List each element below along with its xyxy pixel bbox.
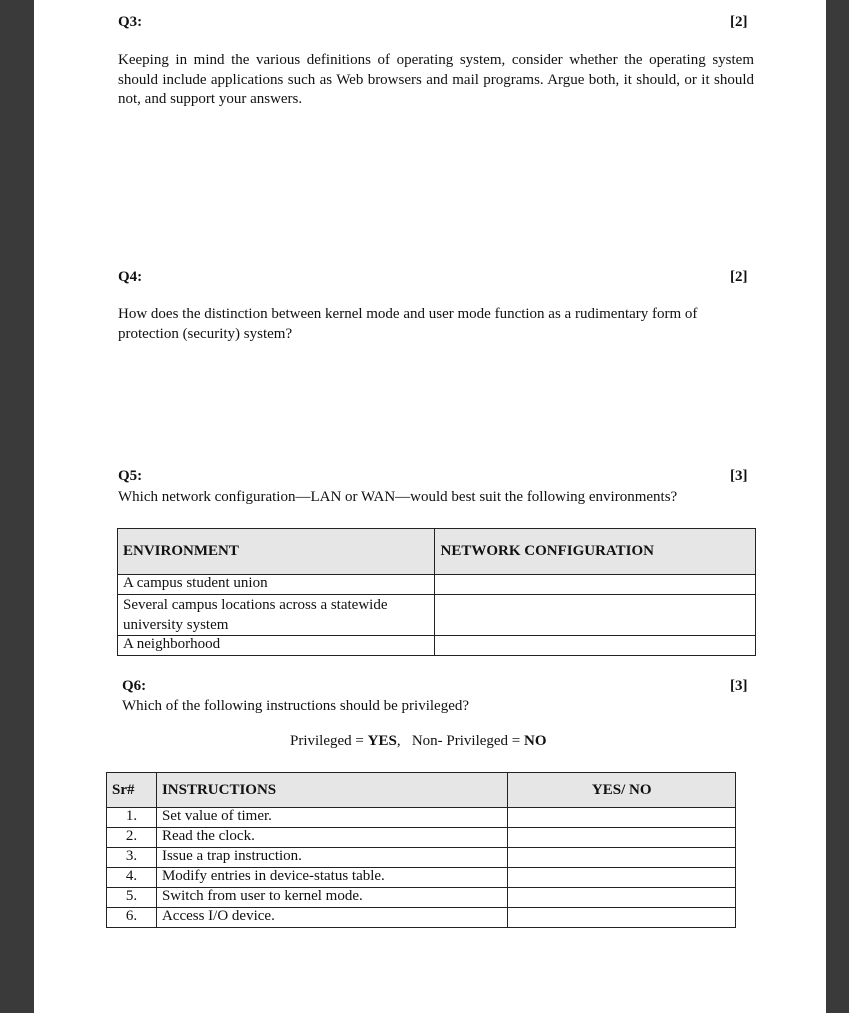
privileged-equals: = xyxy=(351,733,368,749)
non-privileged-equals: = xyxy=(508,733,525,749)
table-row xyxy=(107,888,736,908)
table-row xyxy=(118,636,756,656)
q6-text: Which of the following instructions should be privileged? xyxy=(122,698,470,714)
table-row xyxy=(118,575,756,595)
q6-header-instructions: INSTRUCTIONS xyxy=(156,773,507,808)
table-row xyxy=(107,868,736,888)
q5-config-cell[interactable] xyxy=(435,575,756,595)
q5-env-cell: A neighborhood xyxy=(118,636,435,656)
q6-sr-cell: 2. xyxy=(107,828,157,848)
q6-answer-cell[interactable] xyxy=(508,868,736,888)
table-row xyxy=(107,908,736,928)
q6-answer-cell[interactable] xyxy=(508,808,736,828)
q5-env-cell: Several campus locations across a statewide university system xyxy=(118,595,435,636)
q6-instruction-cell: Switch from user to kernel mode. xyxy=(156,888,507,908)
q6-answer-cell[interactable] xyxy=(508,848,736,868)
q6-sr-cell: 3. xyxy=(107,848,157,868)
table-row xyxy=(107,848,736,868)
non-privileged-value: NO xyxy=(524,733,547,749)
q6-header-yes-no: YES/ NO xyxy=(508,773,736,808)
q3-label: Q3: xyxy=(118,14,143,30)
q6-legend xyxy=(290,732,547,752)
q5-table xyxy=(117,528,756,656)
q5-label: Q5: xyxy=(118,468,143,484)
q6-sr-cell: 1. xyxy=(107,808,157,828)
table-row xyxy=(118,595,756,636)
non-privileged-label: Non- Privileged xyxy=(411,733,509,749)
q5-header-environment: ENVIRONMENT xyxy=(118,529,435,575)
q6-marks: [3] xyxy=(730,678,748,694)
q6-instruction-cell: Set value of timer. xyxy=(156,808,507,828)
q4-label: Q4: xyxy=(118,269,143,285)
q6-sr-cell: 6. xyxy=(107,908,157,928)
q5-config-cell[interactable] xyxy=(435,636,756,656)
q6-sr-cell: 4. xyxy=(107,868,157,888)
document-page xyxy=(34,0,826,1013)
privileged-label: Privileged xyxy=(290,733,352,749)
q6-instruction-cell: Modify entries in device-status table. xyxy=(156,868,507,888)
q6-table xyxy=(106,772,736,928)
q6-answer-cell[interactable] xyxy=(508,828,736,848)
q4-marks: [2] xyxy=(730,269,748,285)
q6-label: Q6: xyxy=(122,678,147,694)
legend-separator: , xyxy=(396,733,412,749)
q6-header-sr: Sr# xyxy=(107,773,157,808)
q3-marks: [2] xyxy=(730,14,748,30)
q6-instruction-cell: Issue a trap instruction. xyxy=(156,848,507,868)
table-row xyxy=(107,828,736,848)
q5-env-cell: A campus student union xyxy=(118,575,435,595)
q4-text: How does the distinction between kernel mode and user mode function as a rudimentary form of protection (security) system? xyxy=(118,306,698,342)
q6-instruction-cell: Access I/O device. xyxy=(156,908,507,928)
page-top-fragment xyxy=(674,0,784,2)
q6-answer-cell[interactable] xyxy=(508,908,736,928)
q5-config-cell[interactable] xyxy=(435,595,756,636)
q5-table-header-row xyxy=(118,529,756,575)
q3-text: Keeping in mind the various definitions of operating system, consider whether the operating system should include applications such as Web browsers and mail programs. Argue both, it should, or it should not, and support your answers. xyxy=(118,52,754,107)
q6-answer-cell[interactable] xyxy=(508,888,736,908)
q5-marks: [3] xyxy=(730,468,748,484)
q6-instruction-cell: Read the clock. xyxy=(156,828,507,848)
privileged-value: YES xyxy=(367,733,397,749)
q5-header-network-configuration: NETWORK CONFIGURATION xyxy=(435,529,756,575)
q5-text: Which network configuration—LAN or WAN—would best suit the following environments? xyxy=(118,489,678,505)
q6-sr-cell: 5. xyxy=(107,888,157,908)
table-row xyxy=(107,808,736,828)
q6-table-header-row xyxy=(107,773,736,808)
